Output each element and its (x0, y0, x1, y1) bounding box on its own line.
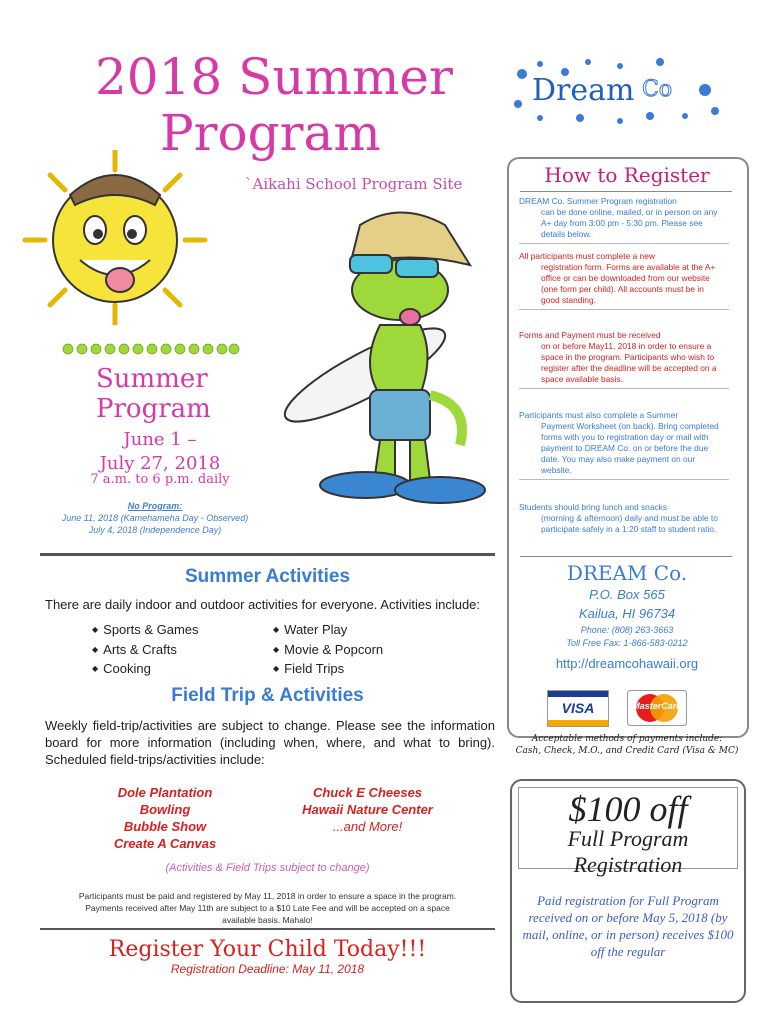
divider (40, 553, 495, 556)
field-trips-text: Weekly field-trip/activities are subject to change. Please see the information board for more information (including when, where, and what to bring). Scheduled field-trips/activities include: (45, 718, 495, 767)
payment-methods: Acceptable methods of payments include: Cash, Check, M.O., and Credit Card (Visa & MC) (515, 734, 739, 756)
discount-title: Full Program Registration (567, 826, 689, 877)
list-item: Dole Plantation (117, 785, 213, 800)
divider (520, 191, 732, 192)
activities-heading: Summer Activities (184, 566, 351, 587)
website-link[interactable]: http://dreamcohawaii.org (555, 656, 699, 671)
list-item: ◆ Field Trips (273, 659, 383, 679)
list-item: ◆ Water Play (273, 620, 383, 640)
lizard-surfer-illustration (270, 205, 510, 525)
list-item: ...and More! (332, 819, 403, 834)
dreamco-logo (510, 56, 725, 126)
logo-word2: Co (642, 77, 673, 102)
logo-word1: Dream (532, 73, 635, 108)
list-item: Create A Canvas (113, 836, 217, 851)
activities-intro: There are daily indoor and outdoor activities for everyone. Activities include: (45, 597, 481, 612)
field-trips-col1 (95, 784, 235, 852)
contact-name: DREAM Co. (566, 561, 688, 585)
sun-illustration (20, 150, 210, 325)
how-to-p5: Students should bring lunch and snacks (morning & afternoon) daily and must be able to participate safely in a 1:20 staff to student ratio. (519, 502, 718, 534)
how-to-register-heading: How to Register (544, 163, 710, 187)
visa-logo: VISA (547, 690, 609, 727)
mastercard-label: MasterCard (632, 701, 682, 711)
how-to-p1: DREAM Co. Summer Program registration can be done online, mailed, or in person on any A+ day from 3:00 pm - 5:30 pm. Please see details below. (519, 196, 719, 240)
summer-program-heading: Summer Program (96, 364, 211, 424)
list-item: ◆ Sports & Games (92, 620, 199, 640)
activities-col2 (273, 620, 383, 679)
activities-col1 (92, 620, 199, 679)
list-item: ◆ Arts & Crafts (92, 640, 199, 660)
register-headline: Register Your Child Today!!! (108, 937, 427, 962)
divider (520, 556, 732, 557)
how-to-p2: All participants must complete a new registration form. Forms are available at the A+ office or can be downloaded from our website (one form per child). All accounts must be in good standing. (519, 251, 719, 306)
how-to-p4: Participants must also complete a Summer Payment Worksheet (on back). Bring completed forms with you to registration day or mail with payment to DREAM Co. on or before the due date. You may also make payment on our website. (519, 410, 719, 476)
discount-amount: $100 off (568, 789, 688, 829)
contact-address: P.O. Box 565 Kailua, HI 96734 (578, 587, 676, 621)
registration-deadline: Registration Deadline: May 11, 2018 (170, 962, 365, 976)
program-site: `Aikahi School Program Site (245, 175, 463, 193)
flower-border (62, 342, 240, 356)
field-trips-col2 (300, 784, 435, 835)
list-item: Chuck E Cheeses (312, 785, 423, 800)
program-hours: 7 a.m. to 6 p.m. daily (90, 472, 230, 487)
page-title-line2: Program (160, 104, 381, 162)
discount-details: Paid registration for Full Program received on or before May 5, 2018 (by mail, online, or in person) receives $100 off the regular (522, 893, 734, 959)
list-item: ◆ Movie & Popcorn (273, 640, 383, 660)
divider (40, 928, 495, 930)
mastercard-logo (627, 690, 687, 726)
program-dates: June 1 – July 27, 2018 (99, 429, 221, 474)
payment-notice: Participants must be paid and registered by May 11, 2018 in order to ensure a space in the program. Payments received after May 11th are subject to a $10 Late Fee and will be accepted on a space available basis. Mahalo! (78, 891, 457, 925)
subject-to-change: (Activities & Field Trips subject to change) (165, 862, 370, 874)
list-item: Bubble Show (123, 819, 207, 834)
list-item: Hawaii Nature Center (302, 802, 433, 817)
contact-phone: Phone: (808) 263-3663 Toll Free Fax: 1-866-583-0212 (566, 625, 688, 648)
field-trips-heading: Field Trip & Activities (171, 685, 364, 706)
list-item: ◆ Cooking (92, 659, 199, 679)
list-item: Bowling (139, 802, 191, 817)
how-to-p3: Forms and Payment must be received on or before May11, 2018 in order to ensure a space in the program. Participants who wish to register after the deadline will be accepted on a space available basis. (519, 330, 719, 385)
no-program-dates: No Program: June 11, 2018 (Kamehameha Day - Observed) July 4, 2018 (Independence Day) (61, 501, 249, 535)
page-title: 2018 Summer (95, 48, 453, 106)
